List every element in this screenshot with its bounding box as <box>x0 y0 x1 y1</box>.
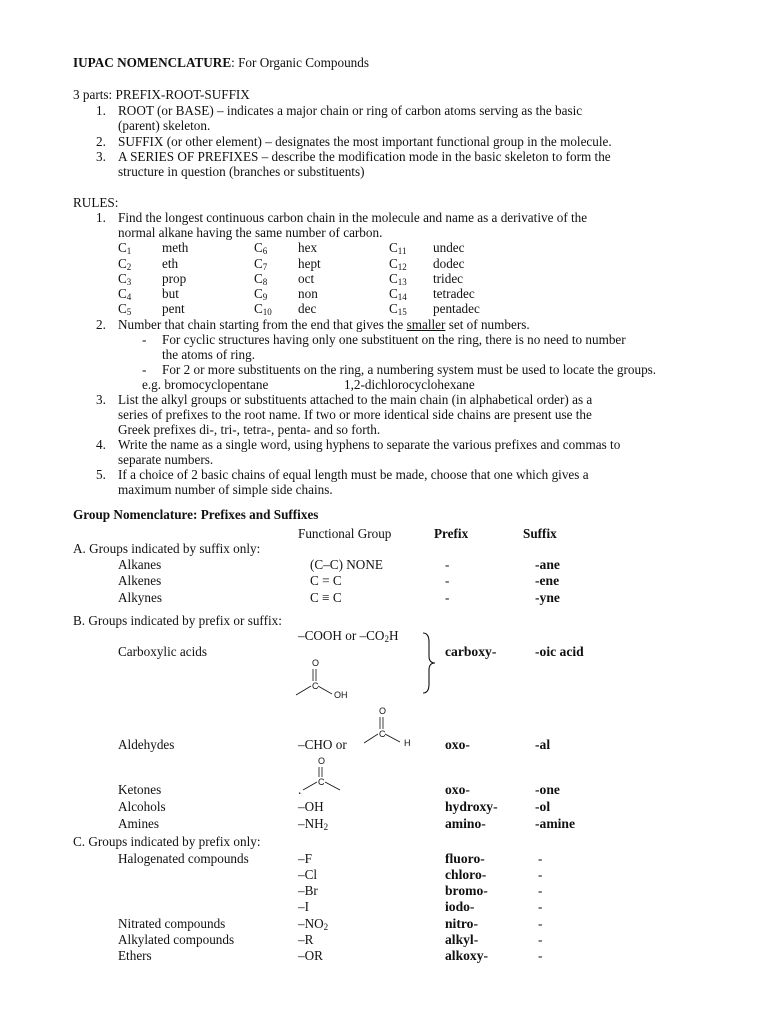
prefix-cell: carboxy- <box>445 644 497 659</box>
group-name: Alcohols <box>118 799 166 814</box>
list-number: 3. <box>96 149 106 164</box>
page-title <box>73 55 369 70</box>
suffix-cell: -al <box>535 737 551 752</box>
carbon-name: hept <box>298 256 321 271</box>
suffix-cell: - <box>538 916 543 931</box>
functional-group: $-NH_2$ <box>298 816 329 832</box>
rule-number: 4. <box>96 437 106 452</box>
rule-text: Number that chain starting from the end that gives the smaller set of numbers. <box>118 317 530 332</box>
carbon-name: prop <box>162 271 187 286</box>
prefix-cell: - <box>445 590 450 605</box>
carbon-label: $C_{15}$ <box>389 301 407 317</box>
rule-text: Find the longest continuous carbon chain in the molecule and name as a derivative of the <box>118 210 588 225</box>
group-name: Nitrated compounds <box>118 916 226 931</box>
carbon-label: $C_5$ <box>118 301 132 317</box>
functional-group: –CHO or <box>298 737 347 752</box>
carboxyl-structure <box>310 658 380 698</box>
prefix-cell: alkyl- <box>445 932 479 947</box>
prefix-cell: bromo- <box>445 883 488 898</box>
group-name: Alkynes <box>118 590 162 605</box>
prefix-cell: chloro- <box>445 867 487 882</box>
sub-rule-text: For cyclic structures having only one substituent on the ring, there is no need to number <box>162 332 626 347</box>
aldehyde-structure <box>362 706 432 751</box>
rule-text: If a choice of 2 basic chains of equal length must be made, choose that one which gives a <box>118 467 589 482</box>
functional-group: –R <box>298 932 314 947</box>
list-item-text: SUFFIX (or other element) – designates the most important functional group in the molecule. <box>118 134 612 149</box>
carbon-name: non <box>298 286 318 301</box>
group-name: Amines <box>118 816 160 831</box>
rule-text: series of prefixes to the root name. If two or more identical side chains are present use the <box>118 407 592 422</box>
prefix-cell: hydroxy- <box>445 799 498 814</box>
list-item-text: A SERIES OF PREFIXES – describe the modification mode in the basic skeleton to form the <box>118 149 611 164</box>
oxygen-atom: O <box>379 706 387 716</box>
prefix-cell: - <box>445 557 450 572</box>
oxygen-atom: O <box>318 756 326 766</box>
list-item-text: (parent) skeleton. <box>118 118 211 133</box>
carbon-label: $C_{13}$ <box>389 271 407 287</box>
carbon-label: $C_1$ <box>118 240 132 256</box>
carboxyl-formula: –COOH or $-CO_2H$ <box>298 628 399 644</box>
carbon-label: $C_2$ <box>118 256 132 272</box>
title-bold: IUPAC NOMENCLATURE <box>73 55 232 70</box>
list-item-text: structure in question (branches or substituents) <box>118 164 365 179</box>
prefix-cell: oxo- <box>445 782 470 797</box>
ketone-structure <box>298 756 358 796</box>
group-heading: Group Nomenclature: Prefixes and Suffixes <box>73 507 319 522</box>
bullet-dash: - <box>142 332 147 347</box>
functional-group: –OH <box>298 799 324 814</box>
underlined-word: smaller <box>406 317 446 332</box>
group-name: Halogenated compounds <box>118 851 249 866</box>
carbon-atom: C <box>379 729 386 739</box>
carbon-label: $C_{14}$ <box>389 286 407 302</box>
functional-group: C ≡ C <box>310 590 342 605</box>
carbon-name: but <box>162 286 179 301</box>
prefix-cell: alkoxy- <box>445 948 489 963</box>
group-name: Ethers <box>118 948 152 963</box>
rule-number: 2. <box>96 317 106 332</box>
section-c-label: C. Groups indicated by prefix only: <box>73 834 261 849</box>
hydroxyl-atom: OH <box>334 690 348 700</box>
carbon-atom: C <box>312 681 319 691</box>
carbon-label: $C_{11}$ <box>389 240 407 256</box>
prefix-cell: amino- <box>445 816 486 831</box>
suffix-cell: -ane <box>535 557 560 572</box>
suffix-cell: -yne <box>535 590 560 605</box>
prefix-cell: nitro- <box>445 916 478 931</box>
group-name: Alkylated compounds <box>118 932 235 947</box>
carbon-label: $C_7$ <box>254 256 268 272</box>
rules-heading: RULES: <box>73 195 119 210</box>
carbon-name: pentadec <box>433 301 480 316</box>
section-a-label: A. Groups indicated by suffix only: <box>73 541 261 556</box>
suffix-cell: - <box>538 883 543 898</box>
functional-group: –I <box>298 899 309 914</box>
suffix-cell: -one <box>535 782 560 797</box>
bullet-dash: - <box>142 362 147 377</box>
suffix-cell: - <box>538 851 543 866</box>
functional-group: . <box>298 782 302 797</box>
suffix-cell: -ol <box>535 799 551 814</box>
suffix-cell: - <box>538 867 543 882</box>
rule-text: separate numbers. <box>118 452 214 467</box>
section-b-label: B. Groups indicated by prefix or suffix: <box>73 613 282 628</box>
carbon-label: $C_3$ <box>118 271 132 287</box>
suffix-cell: -ene <box>535 573 560 588</box>
carbon-name: dodec <box>433 256 465 271</box>
functional-group: –Cl <box>298 867 318 882</box>
carbon-name: tridec <box>433 271 464 286</box>
hydrogen-atom: H <box>404 738 411 748</box>
carbon-name: hex <box>298 240 318 255</box>
suffix-cell: - <box>538 932 543 947</box>
functional-group: –OR <box>298 948 323 963</box>
col-header-prefix: Prefix <box>434 526 469 541</box>
suffix-cell: -amine <box>535 816 576 831</box>
functional-group: C = C <box>310 573 342 588</box>
carbon-name: undec <box>433 240 465 255</box>
group-name: Carboxylic acids <box>118 644 207 659</box>
suffix-cell: - <box>538 899 543 914</box>
carbon-label: $C_9$ <box>254 286 268 302</box>
suffix-cell: -oic acid <box>535 644 584 659</box>
prefix-cell: oxo- <box>445 737 470 752</box>
group-name: Ketones <box>118 782 162 797</box>
carbon-name: pent <box>162 301 185 316</box>
prefix-cell: - <box>445 573 450 588</box>
list-item-text: ROOT (or BASE) – indicates a major chain or ring of carbon atoms serving as the basic <box>118 103 583 118</box>
list-number: 2. <box>96 134 106 149</box>
example-second: 1,2-dichlorocyclohexane <box>344 377 475 392</box>
carbon-name: dec <box>298 301 317 316</box>
list-number: 1. <box>96 103 106 118</box>
prefix-cell: iodo- <box>445 899 475 914</box>
group-name: Aldehydes <box>118 737 175 752</box>
rule-number: 3. <box>96 392 106 407</box>
carbon-name: eth <box>162 256 179 271</box>
prefix-cell: fluoro- <box>445 851 485 866</box>
sub-rule-text: the atoms of ring. <box>162 347 256 362</box>
functional-group: –Br <box>298 883 318 898</box>
carbon-name: meth <box>162 240 189 255</box>
rule-text: normal alkane having the same number of carbon. <box>118 225 383 240</box>
curly-brace <box>420 632 440 694</box>
carbon-name: oct <box>298 271 315 286</box>
parts-intro: 3 parts: PREFIX-ROOT-SUFFIX <box>73 87 250 102</box>
title-rest: : For Organic Compounds <box>231 55 369 70</box>
rule-text: List the alkyl groups or substituents attached to the main chain (in alphabetical order) as a <box>118 392 593 407</box>
carbon-name: tetradec <box>433 286 475 301</box>
rule-text: maximum number of simple side chains. <box>118 482 333 497</box>
example-label: e.g. bromocyclopentane <box>142 377 269 392</box>
carbon-atom: C <box>318 777 325 787</box>
carbon-label: $C_{10}$ <box>254 301 272 317</box>
carbon-label: $C_{12}$ <box>389 256 407 272</box>
functional-group: $-NO_2$ <box>298 916 329 932</box>
carbon-label: $C_4$ <box>118 286 132 302</box>
functional-group: (C–C) NONE <box>310 557 383 572</box>
group-name: Alkanes <box>118 557 162 572</box>
functional-group: –F <box>298 851 312 866</box>
suffix-cell: - <box>538 948 543 963</box>
carbon-label: $C_6$ <box>254 240 268 256</box>
oxygen-atom: O <box>312 658 320 668</box>
rule-number: 1. <box>96 210 106 225</box>
rule-text: Greek prefixes di-, tri-, tetra-, penta- and so forth. <box>118 422 381 437</box>
group-name: Alkenes <box>118 573 162 588</box>
rule-text: Write the name as a single word, using hyphens to separate the various prefixes and commas to <box>118 437 621 452</box>
rule-number: 5. <box>96 467 106 482</box>
col-header-fg: Functional Group <box>298 526 392 541</box>
sub-rule-text: For 2 or more substituents on the ring, a numbering system must be used to locate the groups. <box>162 362 657 377</box>
carbon-label: $C_8$ <box>254 271 268 287</box>
col-header-suffix: Suffix <box>523 526 557 541</box>
